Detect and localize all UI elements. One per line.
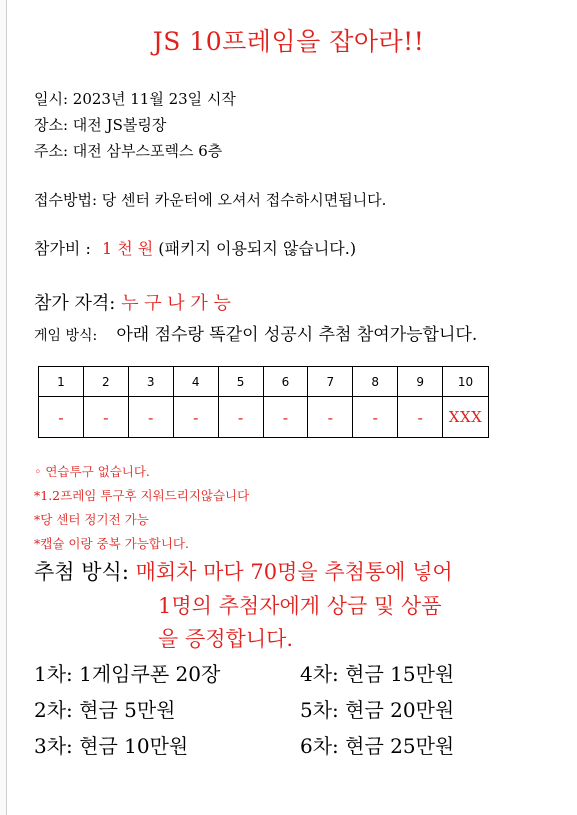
note-item: *캡슐 이랑 중복 가능합니다. — [34, 536, 189, 551]
frame-header: 2 — [84, 367, 129, 397]
frame-header: 5 — [219, 367, 264, 397]
qualification-value: 누 구 나 가 능 — [121, 293, 231, 314]
page-edge — [0, 0, 7, 815]
prize-round-2: 2차: 현금 5만원 — [34, 698, 176, 722]
frame-mark: - — [174, 397, 219, 437]
draw-text-2: 1명의 추첨자에게 상금 및 상품 — [158, 594, 442, 618]
frame-mark: - — [219, 397, 264, 437]
note-item: ◦ 연습투구 없습니다. — [34, 464, 150, 479]
prize-round-4: 4차: 현금 15만원 — [300, 662, 455, 686]
fee-note: (패키지 이용되지 않습니다.) — [158, 239, 357, 258]
frame-header: 8 — [353, 367, 398, 397]
frame-header: 3 — [129, 367, 174, 397]
prize-round-5: 5차: 현금 20만원 — [300, 698, 455, 722]
prize-round-6: 6차: 현금 25만원 — [300, 734, 455, 758]
reception-method: 접수방법: 당 센터 카운터에 오셔서 접수하시면됩니다. — [34, 191, 387, 209]
page-title: JS 10프레임을 잡아라!! — [152, 27, 425, 56]
frame-mark: - — [398, 397, 443, 437]
note-item: *당 센터 정기전 가능 — [34, 512, 149, 527]
frame-header: 9 — [398, 367, 443, 397]
frame-mark: - — [84, 397, 129, 437]
frame-header: 7 — [308, 367, 353, 397]
draw-label: 추첨 방식: — [34, 560, 136, 584]
method-line — [34, 320, 477, 345]
frame-header: 1 — [39, 367, 84, 397]
qualification-label: 참가 자격: — [34, 293, 122, 314]
frame-mark: - — [353, 397, 398, 437]
info-date: 일시: 2023년 11월 23일 시작 — [34, 90, 236, 108]
fee-label: 참가비 : — [34, 239, 96, 258]
draw-text-1: 매회차 마다 70명을 추첨통에 넣어 — [135, 560, 453, 584]
note-item: *1.2프레임 투구후 지워드리지않습니다 — [34, 488, 250, 503]
info-place: 장소: 대전 JS볼링장 — [34, 116, 167, 134]
fee-amount: 1 천 원 — [101, 239, 154, 258]
frame-header: 6 — [264, 367, 309, 397]
qualification-line — [34, 289, 231, 315]
frame-mark: - — [39, 397, 84, 437]
draw-text-3: 을 증정합니다. — [158, 627, 294, 651]
frame-table — [38, 366, 489, 438]
method-label: 게임 방식: — [34, 328, 98, 344]
draw-line-1 — [34, 556, 453, 586]
frame-mark: - — [308, 397, 353, 437]
frame-mark: - — [264, 397, 309, 437]
frame-mark: - — [129, 397, 174, 437]
method-text: 아래 점수랑 똑같이 성공시 추첨 참여가능합니다. — [116, 325, 478, 345]
fee-line — [34, 236, 356, 259]
info-address: 주소: 대전 삼부스포렉스 6층 — [34, 142, 223, 160]
prize-round-3: 3차: 현금 10만원 — [34, 734, 189, 758]
frame-header: 4 — [174, 367, 219, 397]
frame-header: 10 — [443, 367, 488, 397]
prize-round-1: 1차: 1게임쿠폰 20장 — [34, 662, 221, 686]
frame-mark-10: XXX — [448, 408, 483, 426]
